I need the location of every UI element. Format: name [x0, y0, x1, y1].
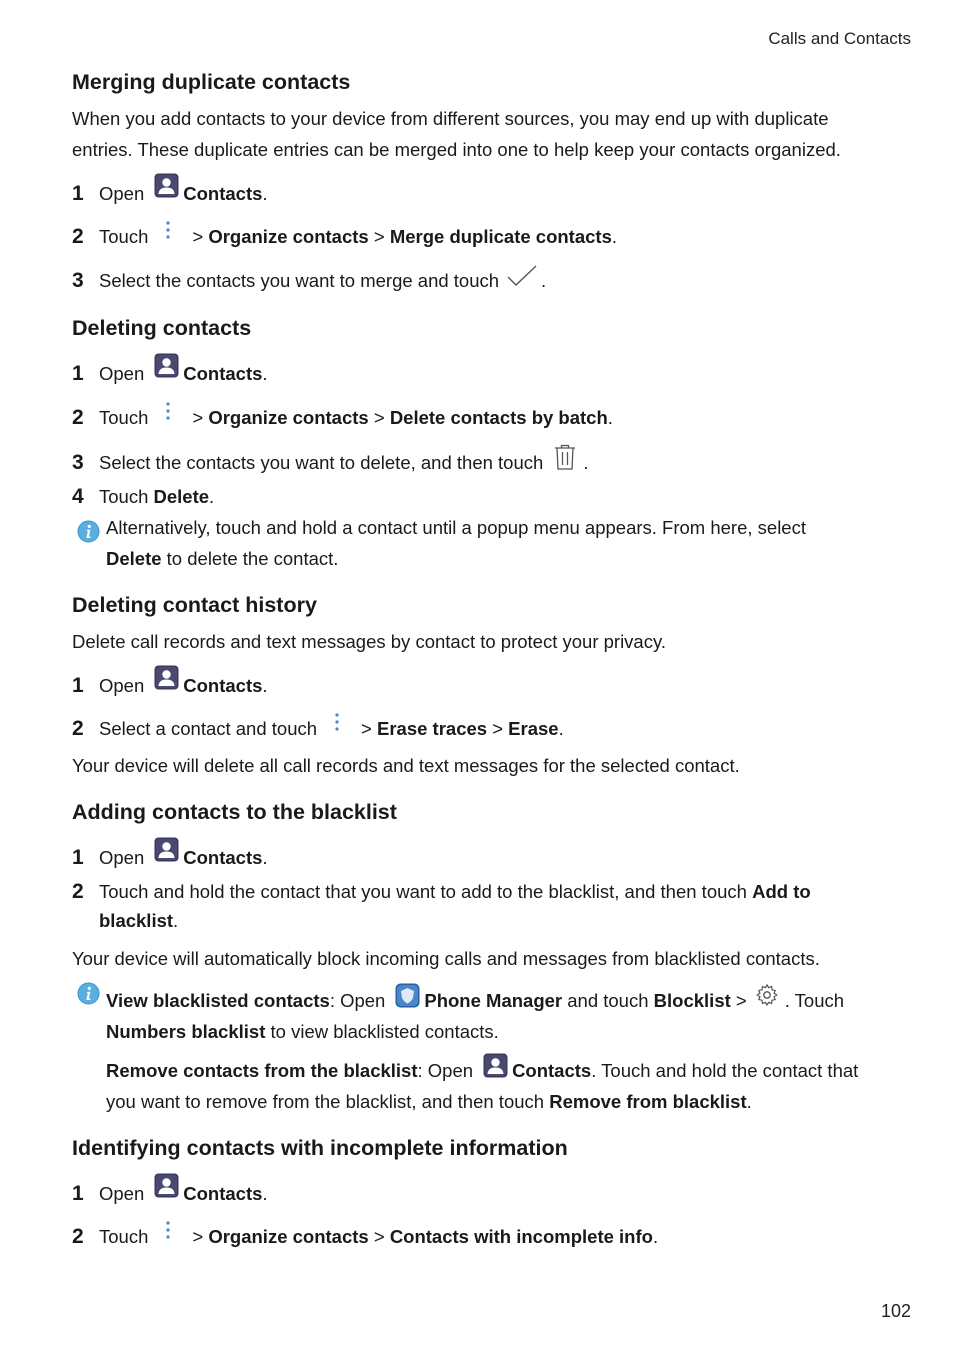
history-step-1: [72, 673, 268, 698]
merge-intro-line1: When you add contacts to your device from different sources, you may end up with duplicate: [72, 108, 829, 129]
contacts-label: Contacts: [183, 1182, 263, 1204]
period: .: [611, 226, 618, 247]
blacklist-outro: Your device will automatically block incoming calls and messages from blacklisted contacts.: [72, 948, 820, 969]
merge-step-2: [72, 225, 617, 249]
period: .: [607, 407, 613, 428]
step-text-open: Open: [99, 674, 145, 696]
more-options-icon[interactable]: [331, 712, 343, 734]
delete-step-1: [72, 361, 268, 386]
contacts-app-icon[interactable]: [154, 1173, 179, 1198]
note-text: . Touch: [784, 990, 845, 1011]
step-text-touch: Touch: [99, 1226, 149, 1247]
menu-organize-contacts: Organize contacts: [208, 1226, 369, 1247]
period: .: [262, 674, 268, 696]
menu-erase-traces: Erase traces: [377, 718, 488, 739]
period: .: [541, 270, 547, 291]
note-text: : Open: [329, 990, 386, 1011]
settings-gear-icon[interactable]: [755, 983, 779, 1007]
running-head: Calls and Contacts: [768, 29, 911, 48]
blacklist-note-2: [106, 1055, 906, 1117]
menu-delete-contacts-by-batch: Delete contacts by batch: [389, 407, 608, 428]
phone-manager-app-icon[interactable]: [395, 983, 420, 1008]
merge-intro: [72, 103, 902, 165]
period: .: [583, 452, 589, 473]
step-number: 1: [72, 1181, 84, 1205]
period: .: [262, 182, 268, 204]
add-to-label: Add to: [752, 881, 811, 902]
more-options-icon[interactable]: [162, 220, 174, 242]
period: .: [209, 486, 215, 507]
delete-label: Delete: [106, 548, 162, 569]
separator: >: [735, 990, 747, 1011]
step-text-open: Open: [99, 362, 145, 384]
period: .: [558, 718, 564, 739]
contacts-app-icon[interactable]: [154, 353, 179, 378]
info-icon: [77, 982, 100, 1005]
blocklist-label: Blocklist: [653, 990, 731, 1011]
note2-line2: [106, 1086, 906, 1117]
step-number: 2: [72, 880, 84, 903]
note-text: and touch: [562, 990, 654, 1011]
menu-merge-duplicate-contacts: Merge duplicate contacts: [389, 226, 612, 247]
contacts-label: Contacts: [183, 674, 263, 696]
step-number: 2: [72, 225, 84, 248]
history-outro: Your device will delete all call records and text messages for the selected contact.: [72, 755, 740, 776]
remove-contacts-label: Remove contacts from the blacklist: [106, 1060, 418, 1081]
blacklist-step-1: [72, 845, 268, 870]
step-number: 1: [72, 361, 84, 385]
step-text: Select a contact and touch: [99, 718, 318, 739]
incomplete-step-2: [72, 1225, 658, 1249]
menu-organize-contacts: Organize contacts: [208, 226, 369, 247]
menu-organize-contacts: Organize contacts: [208, 407, 369, 428]
step-number: 1: [72, 673, 84, 697]
step-number: 3: [72, 269, 84, 292]
step-text: Select the contacts you want to merge and touch: [99, 270, 500, 291]
section-title-merge: Merging duplicate contacts: [72, 70, 351, 94]
step-text-touch: Touch: [99, 486, 149, 507]
delete-step-2: [72, 406, 613, 430]
delete-step-3: [72, 450, 588, 476]
remove-from-blacklist-label: Remove from blacklist: [549, 1091, 747, 1112]
trash-icon[interactable]: [553, 444, 577, 470]
step-number: 1: [72, 181, 84, 205]
delete-step-4: [72, 485, 214, 509]
step-text: Touch and hold the contact that you want to add to the blacklist, and then touch: [99, 881, 753, 902]
section-title-blacklist: Adding contacts to the blacklist: [72, 800, 397, 824]
blacklist-step-2-cont: [99, 910, 178, 932]
separator: >: [373, 226, 385, 247]
merge-step-3: [72, 269, 546, 293]
step-number: 2: [72, 1225, 84, 1248]
step-text-touch: Touch: [99, 407, 149, 428]
step-number: 2: [72, 406, 84, 429]
separator: >: [192, 226, 204, 247]
period: .: [262, 846, 268, 868]
note-text: . Touch and hold the contact that: [591, 1060, 859, 1081]
note-line2: [106, 543, 906, 574]
more-options-icon[interactable]: [162, 401, 174, 423]
note-text: : Open: [417, 1060, 474, 1081]
note-text: you want to remove from the blacklist, and then touch: [106, 1091, 550, 1112]
more-options-icon[interactable]: [162, 1220, 174, 1242]
merge-intro-line2: entries. These duplicate entries can be merged into one to help keep your contacts organized.: [72, 139, 841, 160]
page-number: 102: [880, 1301, 911, 1321]
step-text-open: Open: [99, 182, 145, 204]
note-line1: Alternatively, touch and hold a contact until a popup menu appears. From here, select: [106, 517, 806, 538]
contacts-app-icon[interactable]: [154, 173, 179, 198]
numbers-blacklist-label: Numbers blacklist: [106, 1021, 266, 1042]
section-title-incomplete: Identifying contacts with incomplete information: [72, 1136, 568, 1160]
view-blacklisted-label: View blacklisted contacts: [106, 990, 330, 1011]
separator: >: [492, 718, 504, 739]
incomplete-step-1: [72, 1181, 268, 1206]
contacts-app-icon[interactable]: [483, 1053, 508, 1078]
blacklist-step-2: [72, 880, 811, 904]
contacts-label: Contacts: [183, 362, 263, 384]
period: .: [262, 362, 268, 384]
step-number: 1: [72, 845, 84, 869]
menu-contacts-incomplete-info: Contacts with incomplete info: [389, 1226, 653, 1247]
contacts-label: Contacts: [183, 846, 263, 868]
merge-step-1: [72, 181, 268, 206]
history-intro: Delete call records and text messages by contact to protect your privacy.: [72, 631, 666, 652]
contacts-app-icon[interactable]: [154, 837, 179, 862]
separator: >: [373, 407, 385, 428]
step-text-open: Open: [99, 846, 145, 868]
separator: >: [192, 1226, 204, 1247]
step-text-open: Open: [99, 1182, 145, 1204]
step-number: 4: [72, 485, 84, 508]
menu-erase: Erase: [508, 718, 559, 739]
blacklist-label: blacklist: [99, 910, 174, 931]
section-title-delete: Deleting contacts: [72, 316, 252, 340]
separator: >: [192, 407, 204, 428]
checkmark-icon[interactable]: [506, 264, 538, 288]
period: .: [652, 1226, 659, 1247]
contacts-app-icon[interactable]: [154, 665, 179, 690]
step-text: Select the contacts you want to delete, and then touch: [99, 452, 544, 473]
contacts-label: Contacts: [512, 1060, 592, 1081]
separator: >: [373, 1226, 385, 1247]
note2-line1: [106, 1055, 906, 1086]
section-title-history: Deleting contact history: [72, 593, 317, 617]
step-number: 3: [72, 451, 84, 474]
step-text-touch: Touch: [99, 226, 149, 247]
note-text: to view blacklisted contacts.: [265, 1021, 499, 1042]
period: .: [173, 910, 179, 931]
history-step-2: [72, 717, 564, 741]
note1-line1: [106, 983, 906, 1016]
delete-label: Delete: [153, 486, 210, 507]
info-icon: [77, 520, 100, 543]
contacts-label: Contacts: [183, 182, 263, 204]
phone-manager-label: Phone Manager: [424, 990, 563, 1011]
delete-note: [106, 512, 906, 574]
separator: >: [361, 718, 372, 739]
period: .: [746, 1091, 752, 1112]
blacklist-note-1: [106, 983, 906, 1047]
step-number: 2: [72, 717, 84, 740]
period: .: [262, 1182, 268, 1204]
note-rest: to delete the contact.: [161, 548, 339, 569]
note1-line2: [106, 1016, 906, 1047]
